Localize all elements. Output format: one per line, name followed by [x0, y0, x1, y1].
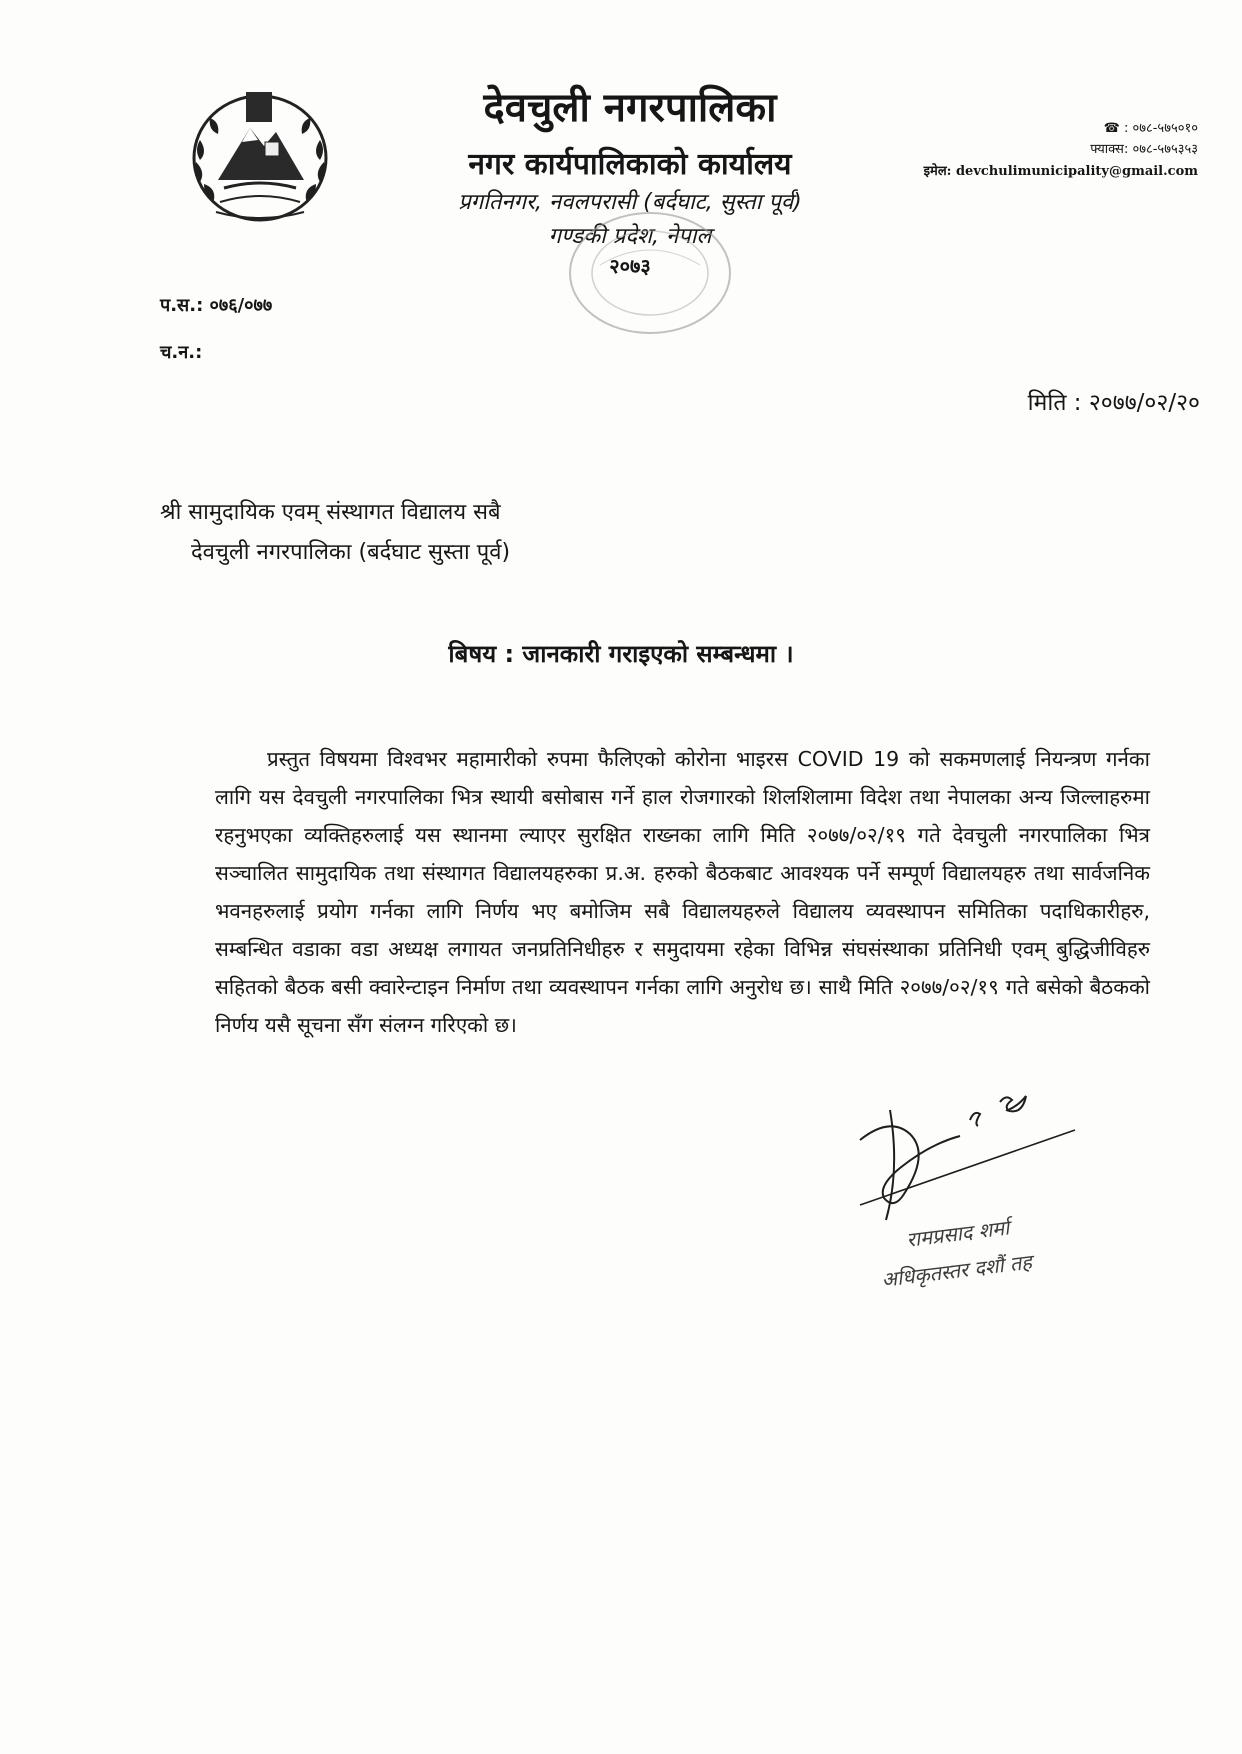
dispatch-number: च.न.: — [160, 342, 203, 363]
contact-fax: फ्याक्स: ०७८-५७५३५३ — [1090, 142, 1198, 157]
organization-name: देवचुली नगरपालिका — [483, 85, 777, 131]
letter-date: मिति : २०७७/०२/२० — [1027, 390, 1200, 416]
contact-phone: ☎ : ०७८-५७५०१० — [1103, 121, 1198, 136]
signatory-title: अधिकृतस्तर दशौं तह — [880, 1249, 1034, 1292]
municipality-emblem-icon — [180, 80, 340, 230]
office-address: प्रगतिनगर, नवलपरासी (बर्दघाट, सुस्ता पूर्व) — [458, 190, 802, 215]
established-year: २०७३ — [609, 254, 651, 278]
province-line: गण्डकी प्रदेश, नेपाल — [548, 224, 712, 249]
recipient-line-2: देवचुली नगरपालिका (बर्दघाट सुस्ता पूर्व) — [191, 540, 511, 565]
letter-subject: बिषय : जानकारी गराइएको सम्बन्धमा । — [448, 640, 794, 668]
recipient-line-1: श्री सामुदायिक एवम् संस्थागत विद्यालय सबै — [160, 500, 501, 525]
contact-email: इमेल: devchulimunicipality@gmail.com — [923, 164, 1198, 179]
reference-number: प.स.: ०७६/०७७ — [160, 295, 273, 316]
office-name: नगर कार्यपालिकाको कार्यालय — [468, 147, 792, 182]
office-stamp-icon — [560, 205, 740, 340]
signatory-name: रामप्रसाद शर्मा — [905, 1215, 1011, 1252]
letter-body: प्रस्तुत विषयमा विश्वभर महामारीको रुपमा फैलिएको कोरोना भाइरस COVID 19 को सकमणलाई नियन्त्रण गर्नका लागि यस देवचुली नगरपालिका भित्र स्थायी बसोबास गर्ने हाल रोजगारको शिलशिलामा विदेश तथा नेपालका अन्य जिल्लाहरुमा रहनुभएका व्यक्तिहरुलाई यस स्थानमा ल्याएर सुरक्षित राख्नका लागि मिति २०७७/०२/१९ गते देवचुली नगरपालिका भित्र सञ्चालित सामुदायिक तथा संस्थागत विद्यालयहरुका प्र.अ. हरुको बैठकबाट आवश्यक पर्ने सम्पूर्ण विद्यालयहरु तथा सार्वजनिक भवनहरुलाई प्रयोग गर्नका लागि निर्णय भए बमोजिम सबै विद्यालयहरुले विद्यालय व्यवस्थापन समितिका पदाधिकारीहरु, सम्बन्धित वडाका वडा अध्यक्ष लगायत जनप्रतिनिधीहरु र समुदायमा रहेका विभिन्न संघसंस्थाका प्रतिनिधी एवम् बुद्धिजीविहरु सहितको बैठक बसी क्वारेन्टाइन निर्माण तथा व्यवस्थापन गर्नका लागि अनुरोध छ। साथै मिति २०७७/०२/१९ गते बसेको बैठकको निर्णय यसै सूचना सँग संलग्न गरिएको छ। — [215, 747, 1150, 1037]
